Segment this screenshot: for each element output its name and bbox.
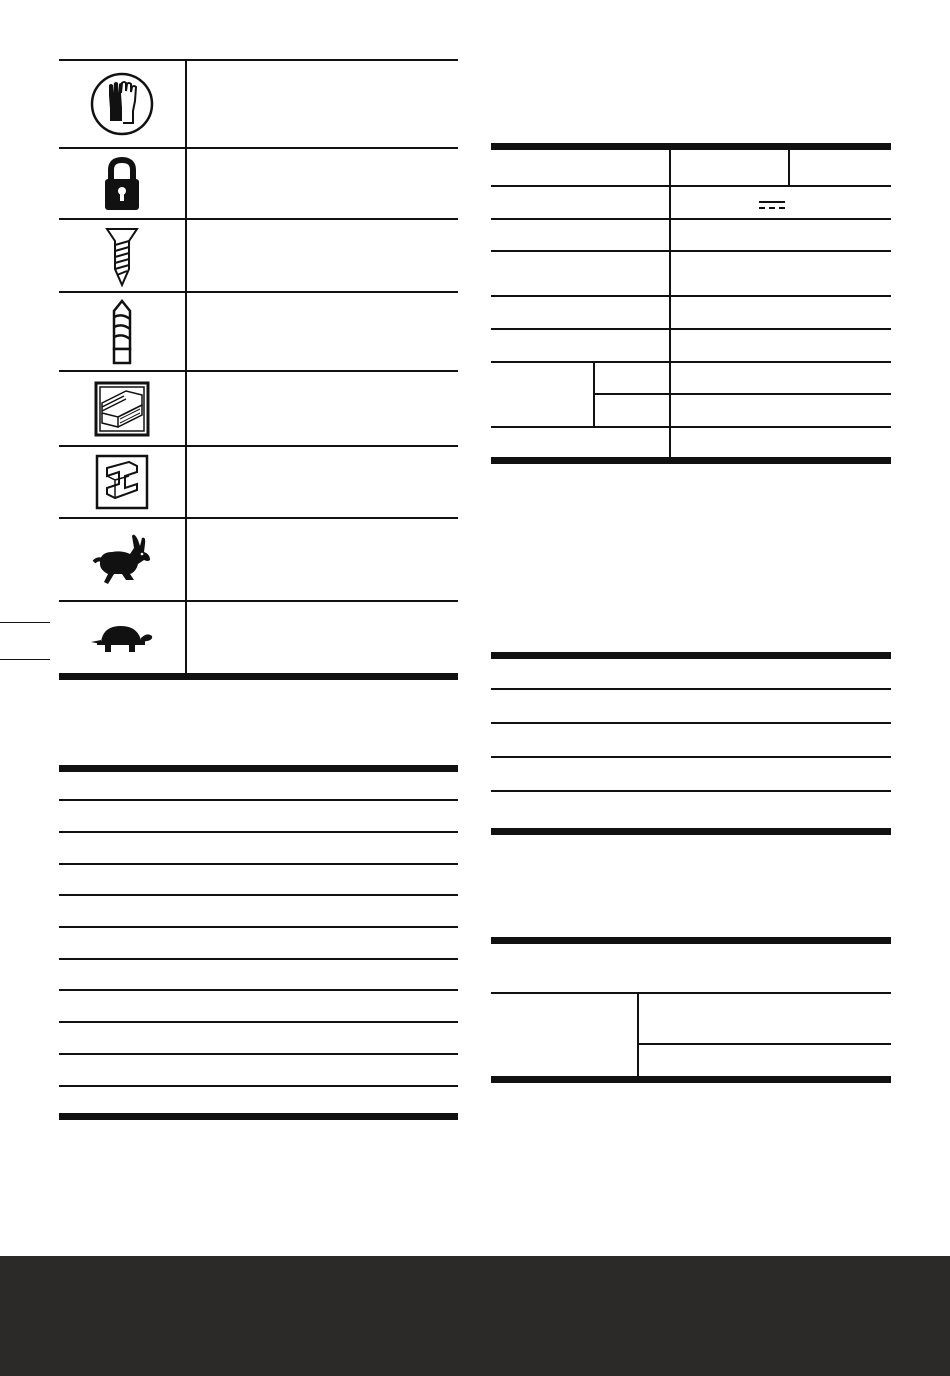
row-divider [491,185,891,187]
row-divider [59,1053,458,1055]
table-bottom-rule [491,828,891,835]
table-top-rule [491,937,891,944]
row-divider [491,295,891,297]
row-divider [491,250,891,252]
dc-symbol-icon [759,198,785,212]
row-divider [593,393,891,395]
drill-bit-icon [59,293,185,370]
row-divider [491,688,891,690]
row-divider [59,799,458,801]
column-divider [593,363,595,426]
page-edge-mark [0,622,50,623]
table-top-rule [491,652,891,659]
row-divider [59,989,458,991]
row-divider [491,756,891,758]
rabbit-icon [59,519,185,600]
row-divider [491,992,891,994]
row-divider [491,218,891,220]
table-bottom-rule [59,673,458,680]
screw-icon [59,220,185,291]
page-footer-band [0,1256,950,1376]
row-divider [59,894,458,896]
column-divider [669,150,671,457]
row-divider [491,722,891,724]
wood-icon [59,372,185,445]
row-divider [59,831,458,833]
row-divider [491,426,891,428]
row-divider [59,1021,458,1023]
column-divider [637,994,639,1076]
table-top-rule [491,143,891,150]
column-divider [185,61,187,673]
page-edge-mark [0,659,50,660]
row-divider [59,863,458,865]
row-divider [491,790,891,792]
row-divider [491,328,891,330]
turtle-icon [59,602,185,673]
table-bottom-rule [491,1076,891,1083]
row-divider [59,926,458,928]
column-divider [788,150,790,185]
row-divider [59,1085,458,1087]
table-top-rule [59,765,458,772]
row-divider [59,958,458,960]
row-divider [491,361,891,363]
metal-beam-icon [59,447,185,517]
lock-icon [59,149,185,218]
table-bottom-rule [491,457,891,464]
table-bottom-rule [59,1113,458,1120]
gloves-icon [59,61,185,147]
row-divider [638,1043,891,1045]
